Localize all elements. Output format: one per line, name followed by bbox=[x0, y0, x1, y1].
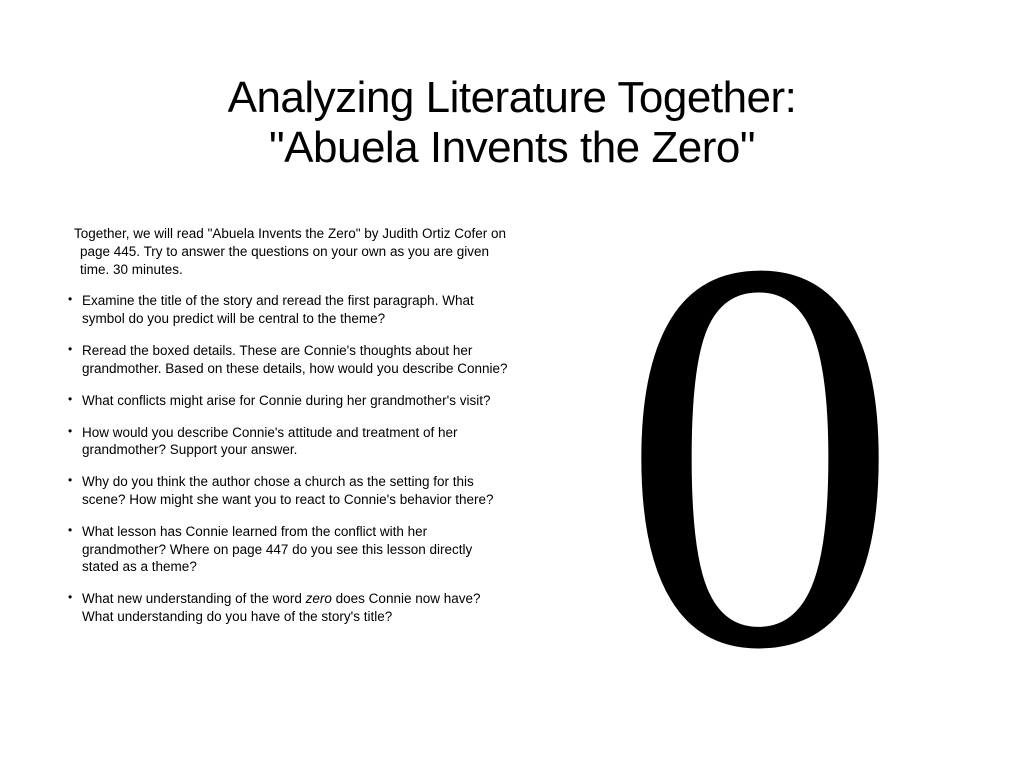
bullet-icon: • bbox=[68, 342, 73, 357]
title-line-2: "Abuela Invents the Zero" bbox=[269, 122, 755, 172]
list-item-text: Why do you think the author chose a church as the setting for this scene? How might she want you to react to Connie's behavior there? bbox=[82, 474, 494, 507]
bullet-icon: • bbox=[68, 590, 73, 605]
list-item-text: How would you describe Connie's attitude and treatment of her grandmother? Support your answer. bbox=[82, 424, 458, 458]
list-item bbox=[68, 392, 508, 410]
list-item-text: What conflicts might arise for Connie during her grandmother's visit? bbox=[82, 392, 491, 408]
list-item bbox=[68, 473, 508, 509]
list-item bbox=[68, 342, 508, 378]
content-column bbox=[68, 225, 508, 640]
list-item-text: Reread the boxed details. These are Connie's thoughts about her grandmother. Based on these details, how would you describe Connie? bbox=[82, 343, 508, 376]
question-list bbox=[68, 292, 508, 625]
bullet-icon: • bbox=[68, 522, 73, 537]
list-item-text-emphasis: zero bbox=[305, 591, 332, 607]
intro-paragraph: Together, we will read "Abuela Invents the Zero" by Judith Ortiz Cofer on page 445. Try to answer the questions on your own as you are given time. 30 minutes. bbox=[74, 226, 507, 277]
list-item bbox=[68, 523, 508, 576]
list-item-text-pre: What new understanding of the word bbox=[82, 591, 306, 607]
list-item-text-post: does Connie now have? What understanding do you have of the story's title? bbox=[82, 591, 481, 624]
title-line-1: Analyzing Literature Together: bbox=[227, 73, 797, 123]
bullet-icon: • bbox=[68, 292, 73, 307]
zero-figure bbox=[560, 144, 960, 765]
list-item bbox=[68, 292, 508, 328]
list-item bbox=[68, 424, 508, 460]
bullet-icon: • bbox=[68, 473, 73, 488]
bullet-icon: • bbox=[68, 423, 73, 438]
list-item-text: What lesson has Connie learned from the conflict with her grandmother? Where on page 447 do you see this lesson directly stated as a theme? bbox=[82, 523, 473, 575]
list-item-text: Examine the title of the story and reread the first paragraph. What symbol do you predict will be central to the theme? bbox=[82, 293, 474, 327]
list-item bbox=[68, 590, 508, 626]
zero-glyph: 0 bbox=[620, 144, 900, 765]
bullet-icon: • bbox=[68, 391, 73, 406]
